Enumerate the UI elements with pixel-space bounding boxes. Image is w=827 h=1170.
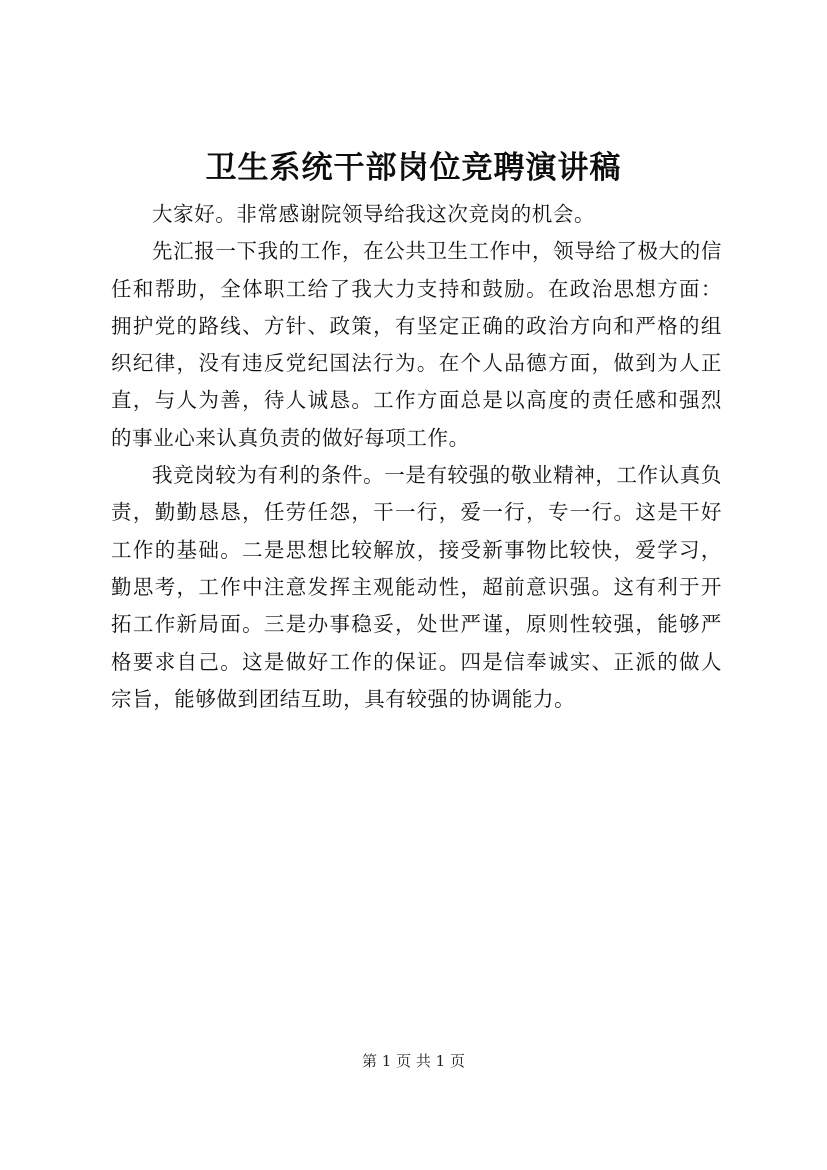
page-footer: 第 1 页 共 1 页 bbox=[362, 1052, 465, 1070]
paragraph-advantages: 我竞岗较为有利的条件。一是有较强的敬业精神，工作认真负责，勤勤恳恳，任劳任怨，干一行，爱一行，专一行。这是干好工作的基础。二是思想比较解放，接受新事物比较快，爱学习，勤思考，工作中注意发挥主观能动性，超前意识强。这有利于开拓工作新局面。三是办事稳妥，处世严谨，原则性较强，能够严格要求自己。这是做好工作的保证。四是信奉诚实、正派的做人宗旨，能够做到团结互助，具有较强的协调能力。 bbox=[111, 463, 722, 711]
document-body bbox=[111, 196, 722, 718]
paragraph-work-report: 先汇报一下我的工作，在公共卫生工作中，领导给了极大的信任和帮助，全体职工给了我大力支持和鼓励。在政治思想方面：拥护党的路线、方针、政策，有坚定正确的政治方向和严格的组织纪律，没有违反党纪国法行为。在个人品德方面，做到为人正直，与人为善，待人诚恳。工作方面总是以高度的责任感和强烈的事业心来认真负责的做好每项工作。 bbox=[111, 239, 722, 450]
document-title: 卫生系统干部岗位竞聘演讲稿 bbox=[205, 150, 622, 186]
paragraph-greeting: 大家好。非常感谢院领导给我这次竞岗的机会。 bbox=[152, 202, 596, 226]
